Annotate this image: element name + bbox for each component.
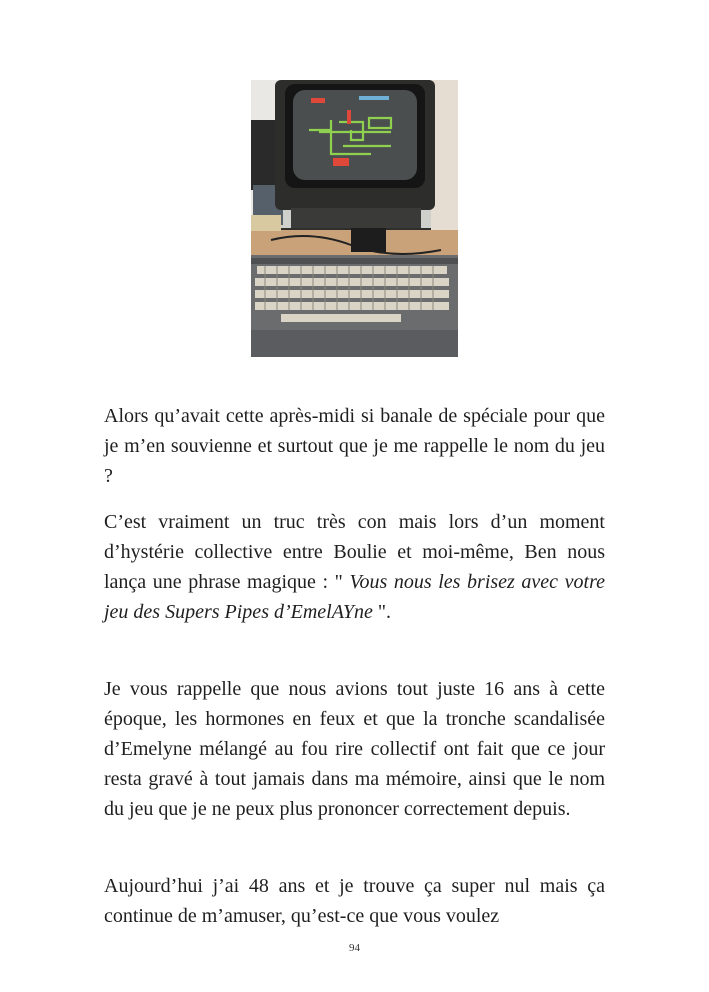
- paragraph-4: [104, 871, 605, 931]
- paragraph-2-tail: ".: [372, 601, 392, 623]
- paragraph-2: [104, 507, 605, 627]
- paragraph-2-lead: C’est vraiment un truc très con mais lors d’un moment d’hystérie collective entre Boulie et moi-même, Ben nous lança une phrase magique : ": [104, 511, 605, 593]
- paragraph-3: [104, 674, 605, 824]
- quoted-phrase: Vous nous les brisez avec votre jeu des Supers Pipes d’EmelAYne: [104, 571, 605, 623]
- paragraph-1: [104, 401, 605, 491]
- paragraph-3-text: Je vous rappelle que nous avions tout juste 16 ans à cette époque, les hormones en feux et que la tronche scandalisée d’Emelyne mélangé au fou rire collectif ont fait que ce jour resta gravé à tout jamais dans ma mémoire, ainsi que le nom du jeu que je ne peux plus prononcer correctement depuis.: [104, 678, 605, 820]
- page-number: 94: [349, 942, 360, 954]
- paragraph-2-text: [104, 507, 605, 627]
- paragraph-1-text: Alors qu’avait cette après-midi si banale de spéciale pour que je m’en souvienne et surtout que je me rappelle le nom du jeu ?: [104, 405, 605, 487]
- paragraph-4-text: Aujourd’hui j’ai 48 ans et je trouve ça super nul mais ça continue de m’amuser, qu’est-ce que vous voulez: [104, 875, 605, 927]
- retro-computer-photo: [251, 80, 458, 357]
